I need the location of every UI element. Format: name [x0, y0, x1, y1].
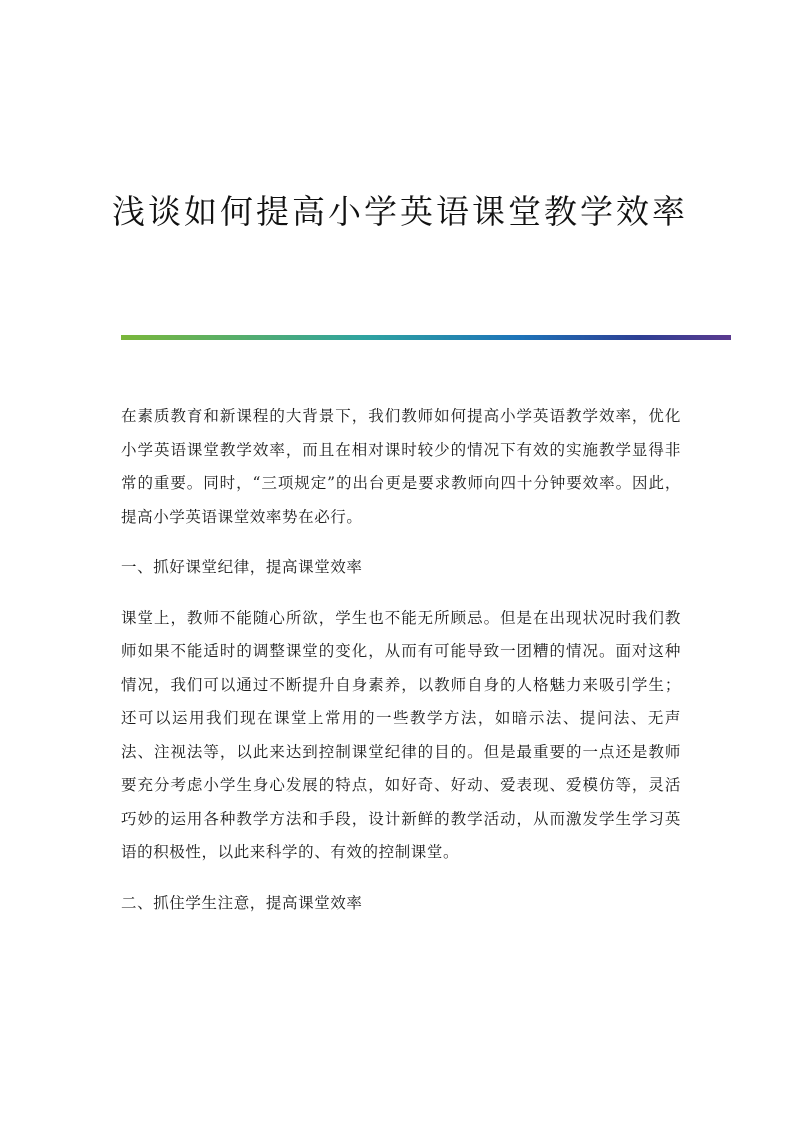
intro-paragraph: 在素质教育和新课程的大背景下，我们教师如何提高小学英语教学效率，优化小学英语课堂教学效率，而且在相对课时较少的情况下有效的实施教学显得非常的重要。同时，“三项规定”的出台更是要求教师向四十分钟要效率。因此，提高小学英语课堂效率势在必行。	[121, 407, 681, 526]
section-heading-2: 二、抓住学生注意，提高课堂效率	[121, 893, 363, 912]
gradient-divider	[121, 335, 731, 340]
section-heading-1: 一、抓好课堂纪律，提高课堂效率	[121, 558, 363, 576]
document-title: 浅谈如何提高小学英语课堂教学效率	[112, 192, 688, 231]
section-1-paragraph: 课堂上，教师不能随心所欲，学生也不能无所顾忌。但是在出现状况时我们教师如果不能适时的调整课堂的变化，从而有可能导致一团糟的情况。面对这种情况，我们可以通过不断提升自身素养，以教师自身的人格魅力来吸引学生；还可以运用我们现在课堂上常用的一些教学方法，如暗示法、提问法、无声法、注视法等，以此来达到控制课堂纪律的目的。但是最重要的一点还是教师要充分考虑小学生身心发展的特点，如好奇、好动、爱表现、爱模仿等，灵活巧妙的运用各种教学方法和手段，设计新鲜的教学活动，从而激发学生学习英语的积极性，以此来科学的、有效的控制课堂。	[121, 608, 681, 861]
document-body	[121, 400, 681, 920]
